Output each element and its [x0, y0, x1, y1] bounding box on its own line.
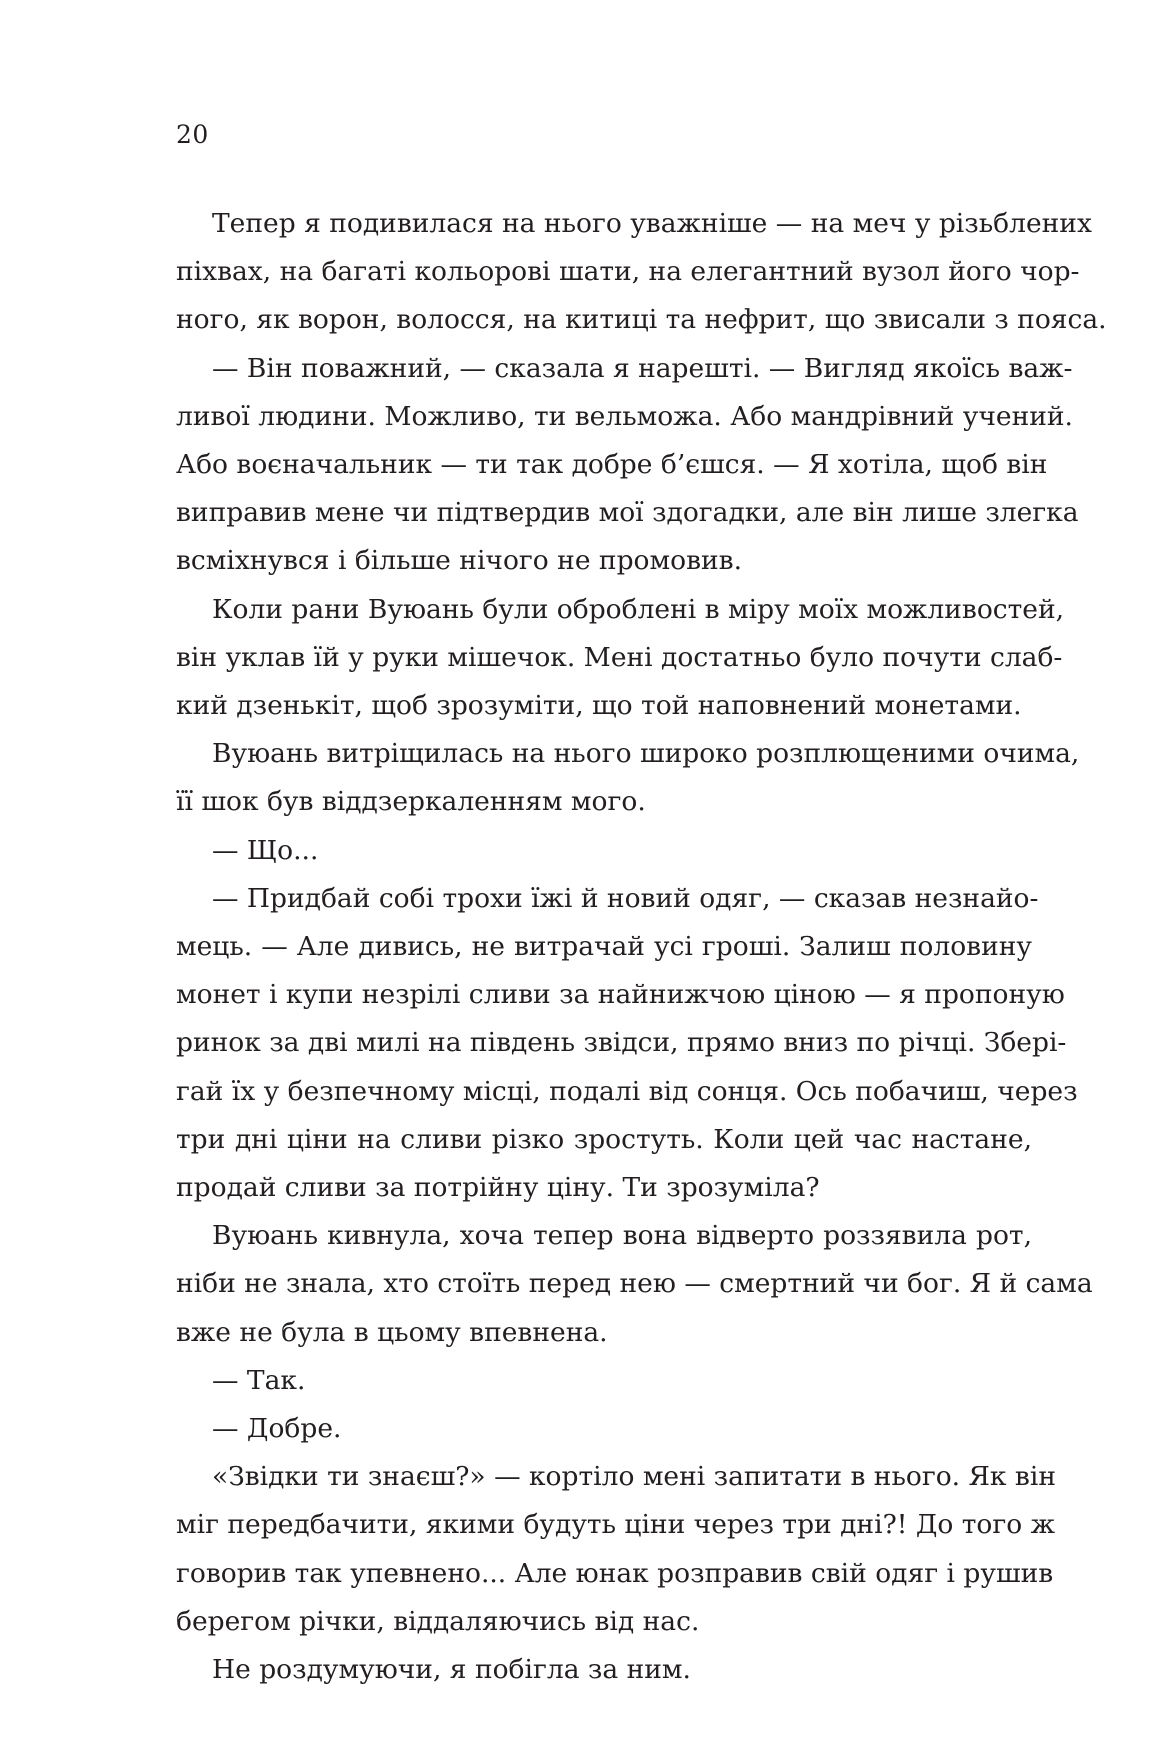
text-line: ного, як ворон, волосся, на китиці та нефрит, що звисали з пояса. [176, 304, 1107, 336]
text-line: говорив так упевнено... Але юнак розправив свій одяг і рушив [176, 1557, 1054, 1589]
text-line: три дні ціни на сливи різко зростуть. Коли цей час настане, [176, 1123, 1032, 1155]
text-line: кий дзенькіт, щоб зрозуміти, що той наповнений монетами. [176, 690, 1022, 722]
text-line: мець. — Але дивись, не витрачай усі гроші. Залиш половину [176, 931, 1032, 963]
text-line: гай їх у безпечному місці, подалі від сонця. Ось побачиш, через [176, 1075, 1078, 1107]
text-line: ніби не знала, хто стоїть перед нею — смертний чи бог. Я й сама [176, 1268, 1093, 1300]
paragraph [176, 1646, 1032, 1694]
text-line: міг передбачити, якими будуть ціни через три дні?! До того ж [176, 1509, 1056, 1541]
text-line: ринок за дві милі на південь звідси, прямо вниз по річці. Зберi- [176, 1027, 1067, 1059]
text-line: вже не була в цьому впевнена. [176, 1316, 608, 1348]
paragraph [176, 1212, 1093, 1357]
text-line: Тепер я подивилася на нього уважніше — на меч у різьблених [212, 208, 1092, 239]
paragraph [176, 586, 1065, 731]
text-line: Вуюань кивнула, хоча тепер вона відверто роззявила рот, [212, 1220, 1032, 1252]
paragraph [176, 827, 1032, 875]
text-line: ливої людини. Можливо, ти вельможа. Або мандрівний учений. [176, 400, 1073, 432]
text-line: «Звідки ти знаєш?» — кортіло мені запитати в нього. Як він [212, 1461, 1056, 1493]
text-line: — Він поважний, — сказала я нарешті. — Вигляд якоїсь важ- [212, 352, 1073, 384]
text-line: Не роздумуючи, я побігла за ним. [212, 1654, 691, 1686]
paragraph [176, 345, 1079, 586]
text-line: виправив мене чи підтвердив мої здогадки, але він лише злегка [176, 497, 1079, 529]
text-line: — Придбай собі трохи їжі й новий одяг, — сказав незнайо- [212, 882, 1039, 914]
text-line: її шок був віддзеркаленням мого. [176, 786, 646, 818]
paragraph [176, 875, 1078, 1212]
text-line: Коли рани Вуюань були оброблені в міру моїх можливостей, [212, 593, 1065, 625]
text-line: Вуюань витріщилась на нього широко розплющеними очима, [212, 738, 1080, 770]
text-line: продай сливи за потрійну ціну. Ти зрозуміла? [176, 1172, 820, 1204]
text-line: — Що... [212, 834, 319, 866]
text-line: — Добре. [212, 1413, 342, 1445]
page-number: 20 [176, 120, 209, 149]
text-line: берегом річки, віддаляючись від нас. [176, 1605, 700, 1637]
paragraph [176, 1357, 1032, 1405]
paragraph [176, 1453, 1056, 1646]
text-line: монет і купи незрілі сливи за найнижчою ціною — я пропоную [176, 979, 1065, 1011]
body-text [176, 200, 1107, 1694]
text-line: він уклав їй у руки мішечок. Мені достатньо було почути слаб- [176, 641, 1063, 673]
text-line: всміхнувся і більше нічого не промовив. [176, 545, 742, 577]
text-line: Або воєначальник — ти так добре б’єшся. — Я хотіла, щоб він [176, 449, 1048, 481]
paragraph [176, 200, 1107, 345]
paragraph [176, 730, 1080, 826]
text-line: піхвах, на багаті кольорові шати, на елегантний вузол його чор- [176, 256, 1080, 288]
text-line: — Так. [212, 1364, 306, 1396]
paragraph [176, 1405, 1032, 1453]
